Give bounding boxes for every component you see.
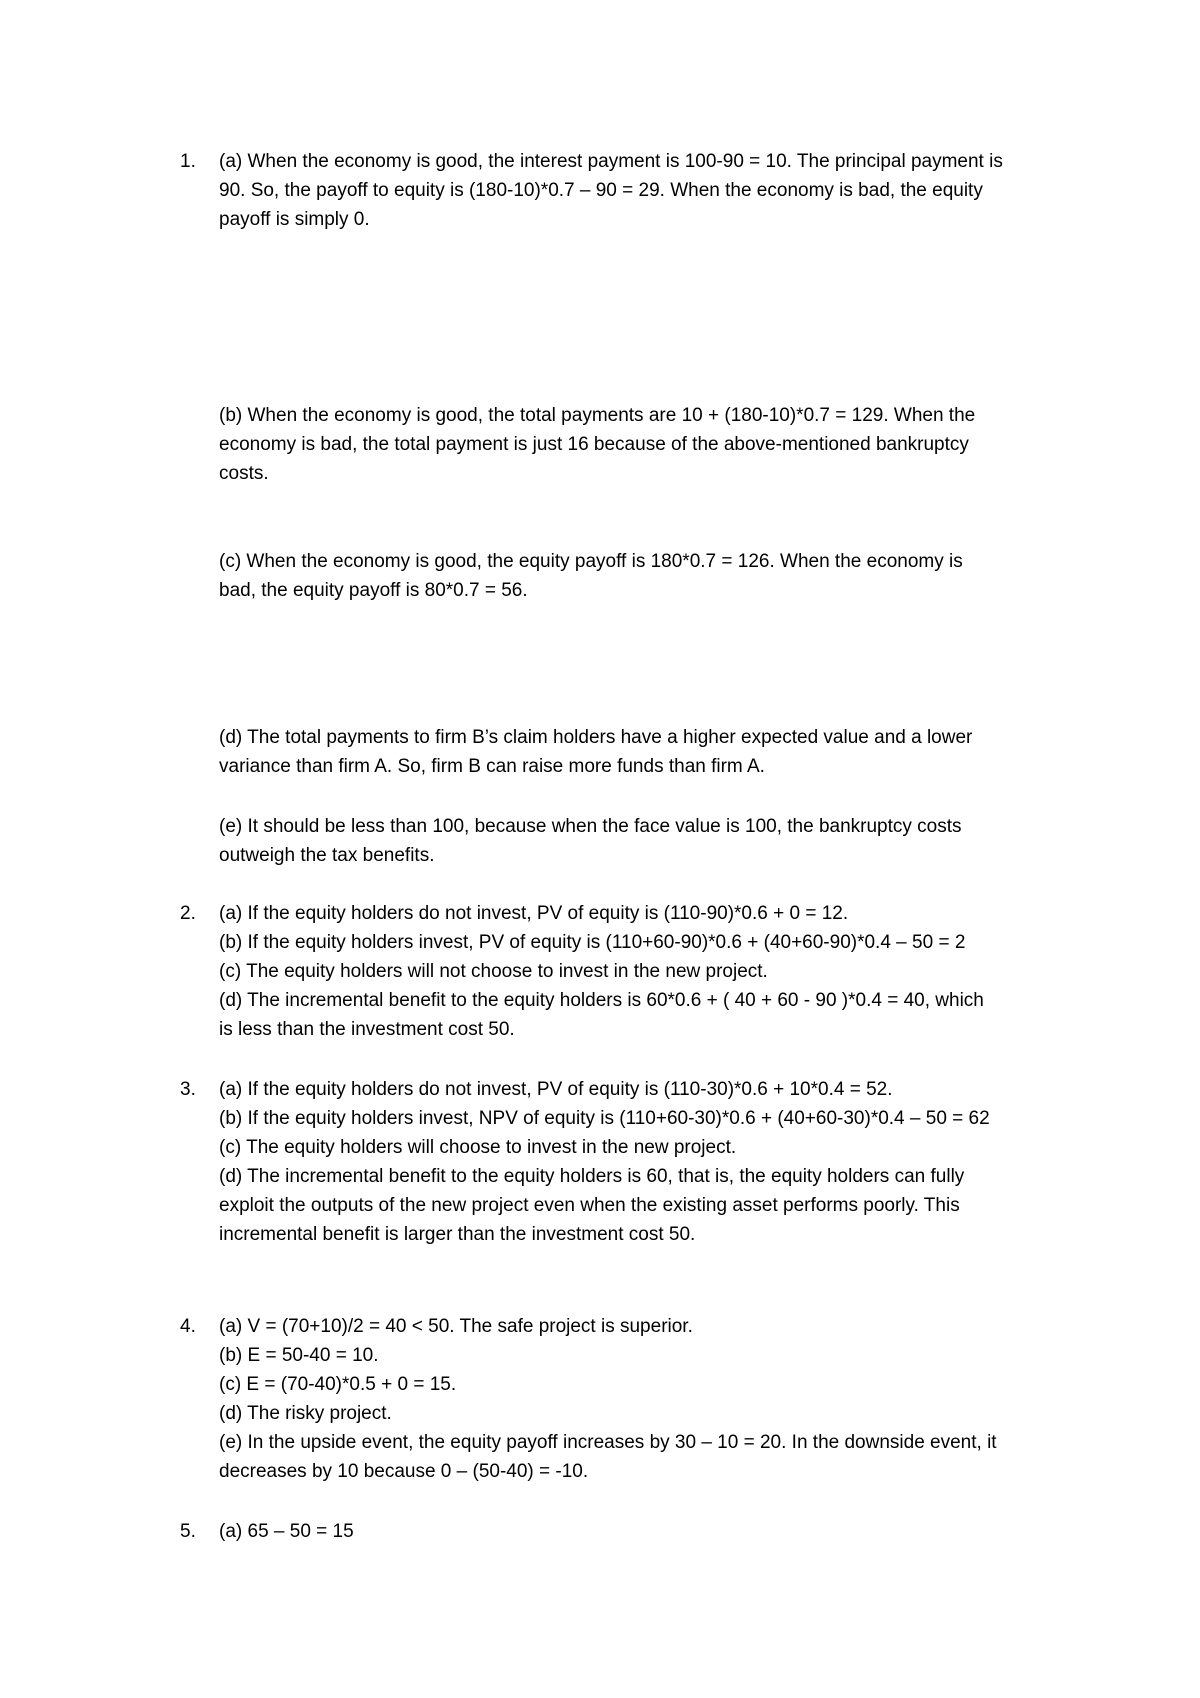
answer-line: (a) When the economy is good, the interest payment is 100-90 = 10. The principal payment is <box>219 151 1003 172</box>
answer-line: outweigh the tax benefits. <box>219 845 435 866</box>
answer-line: (a) If the equity holders do not invest, PV of equity is (110-90)*0.6 + 0 = 12. <box>219 903 849 924</box>
answer-line: (b) E = 50-40 = 10. <box>219 1345 379 1366</box>
answer-line: (c) When the economy is good, the equity payoff is 180*0.7 = 126. When the economy is <box>219 551 963 572</box>
answer-line: (e) It should be less than 100, because when the face value is 100, the bankruptcy costs <box>219 816 962 837</box>
answer-line: (a) If the equity holders do not invest, PV of equity is (110-30)*0.6 + 10*0.4 = 52. <box>219 1079 893 1100</box>
answer-line: 90. So, the payoff to equity is (180-10)*0.7 – 90 = 29. When the economy is bad, the equity <box>219 180 983 201</box>
answer-line: (b) If the equity holders invest, NPV of equity is (110+60-30)*0.6 + (40+60-30)*0.4 – 50 = 62 <box>219 1108 990 1129</box>
question-number: 4. <box>180 1316 196 1337</box>
answer-line: economy is bad, the total payment is just 16 because of the above-mentioned bankruptcy <box>219 434 969 455</box>
answer-line: (c) The equity holders will not choose to invest in the new project. <box>219 961 768 982</box>
answer-line: (b) If the equity holders invest, PV of equity is (110+60-90)*0.6 + (40+60-90)*0.4 – 50 = 2 <box>219 932 966 953</box>
answer-line: variance than firm A. So, firm B can raise more funds than firm A. <box>219 756 765 777</box>
answer-line: costs. <box>219 463 269 484</box>
answer-line: (d) The total payments to firm B’s claim holders have a higher expected value and a lower <box>219 727 973 748</box>
answer-line: (d) The risky project. <box>219 1403 392 1424</box>
answer-line: incremental benefit is larger than the investment cost 50. <box>219 1224 696 1245</box>
question-number: 2. <box>180 903 196 924</box>
answer-line: (d) The incremental benefit to the equity holders is 60*0.6 + ( 40 + 60 - 90 )*0.4 = 40, which <box>219 990 984 1011</box>
answer-line: (b) When the economy is good, the total payments are 10 + (180-10)*0.7 = 129. When the <box>219 405 976 426</box>
answer-line: (a) 65 – 50 = 15 <box>219 1521 354 1542</box>
answer-line: bad, the equity payoff is 80*0.7 = 56. <box>219 580 528 601</box>
answer-line: (c) The equity holders will choose to invest in the new project. <box>219 1137 737 1158</box>
question-number: 5. <box>180 1521 196 1542</box>
answer-line: (e) In the upside event, the equity payoff increases by 30 – 10 = 20. In the downside event, it <box>219 1432 997 1453</box>
answer-line: exploit the outputs of the new project even when the existing asset performs poorly. This <box>219 1195 960 1216</box>
answer-line: payoff is simply 0. <box>219 209 370 230</box>
answer-line: (d) The incremental benefit to the equity holders is 60, that is, the equity holders can fully <box>219 1166 965 1187</box>
answer-line: decreases by 10 because 0 – (50-40) = -10. <box>219 1461 589 1482</box>
question-number: 1. <box>180 151 196 172</box>
answer-line: is less than the investment cost 50. <box>219 1019 515 1040</box>
answer-line: (a) V = (70+10)/2 = 40 < 50. The safe project is superior. <box>219 1316 693 1337</box>
question-number: 3. <box>180 1079 196 1100</box>
answer-line: (c) E = (70-40)*0.5 + 0 = 15. <box>219 1374 457 1395</box>
